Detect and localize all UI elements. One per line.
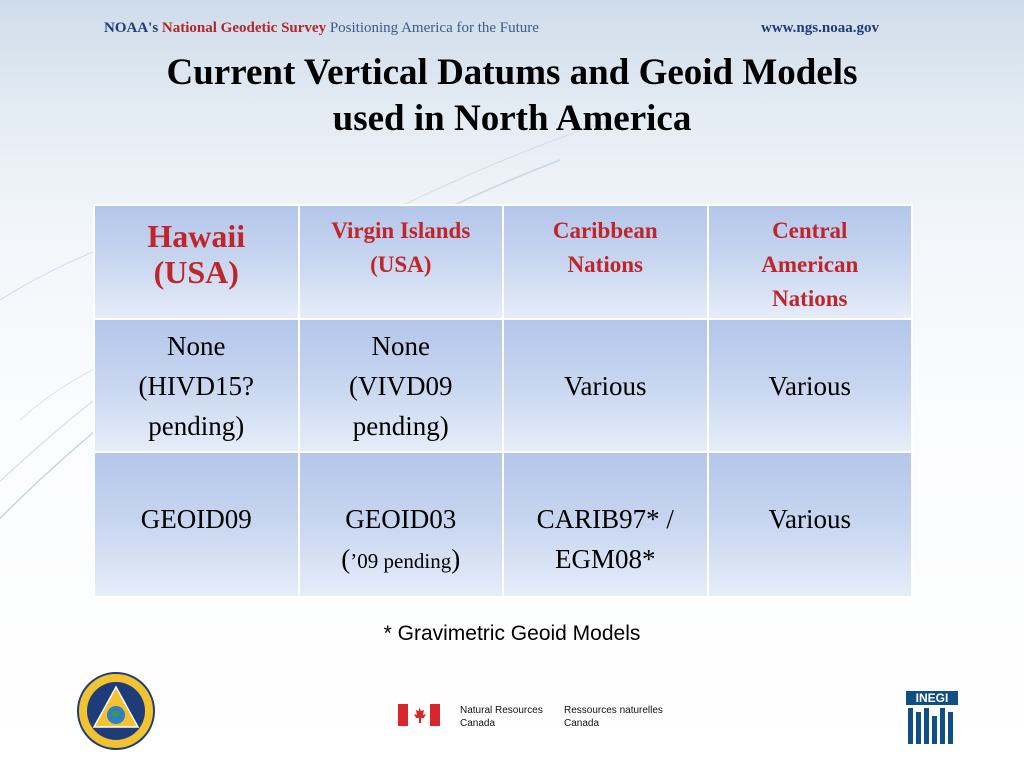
cell-vi-geoid-text — [306, 453, 497, 581]
cell-text-line: None — [167, 331, 226, 361]
table-header-row — [94, 205, 912, 319]
cell-hawaii-datum — [94, 319, 299, 452]
cell-vi-geoid — [299, 452, 504, 597]
header-caribbean — [510, 206, 701, 282]
cell-text-line: (HIVD15? — [138, 371, 254, 401]
canada-flag-icon — [398, 704, 440, 726]
cell-hawaii-datum-text — [101, 320, 292, 446]
cell-text-line: EGM08* — [555, 544, 656, 574]
table-row-geoids — [94, 452, 912, 597]
cell-vi-datum-text — [306, 320, 497, 446]
header-cell-hawaii — [94, 205, 299, 319]
cell-text-paren: ) — [451, 544, 461, 574]
header-hawaii-line2: (USA) — [153, 254, 239, 290]
cell-text-line: pending) — [148, 411, 245, 441]
header-ca-line3: Nations — [772, 286, 848, 311]
ngs-seal-logo — [76, 671, 156, 751]
cell-central-america-geoid — [708, 452, 913, 597]
inegi-logo — [905, 690, 959, 746]
cell-text-paren: ( — [341, 544, 351, 574]
cell-vi-datum — [299, 319, 504, 452]
header-central-america — [715, 206, 906, 316]
nrc-en-line1: Natural Resources — [460, 705, 543, 716]
cell-text-line: pending) — [352, 411, 449, 441]
header-virgin-islands — [306, 206, 497, 282]
cell-text-line: GEOID03 — [345, 504, 457, 534]
cell-caribbean-geoid-text — [510, 453, 701, 579]
nrc-logo — [398, 702, 678, 734]
header-hawaii-line1: Hawaii — [147, 218, 246, 254]
cell-caribbean-geoid — [503, 452, 708, 597]
title-line-1: Current Vertical Datums and Geoid Models — [166, 52, 858, 93]
cell-hawaii-geoid-text: GEOID09 — [140, 504, 252, 534]
title-line-2: used in North America — [332, 98, 692, 139]
header-bar — [0, 14, 1024, 42]
header-cell-central-america — [708, 205, 913, 319]
cell-text-line: (VIVD09 — [349, 371, 453, 401]
svg-text:INEGI: INEGI — [915, 691, 949, 705]
header-tagline: Positioning America for the Future — [329, 20, 539, 36]
cell-text-line: CARIB97* / — [536, 504, 674, 534]
header-org: NOAA's — [104, 20, 159, 36]
header-vi-line1: Virgin Islands — [331, 218, 471, 243]
header-url[interactable]: www.ngs.noaa.gov — [761, 20, 879, 36]
cell-central-america-datum — [708, 319, 913, 452]
header-org-line — [104, 20, 539, 37]
cell-text-small: ’09 pending — [350, 549, 452, 573]
header-caribbean-line2: Nations — [567, 252, 643, 277]
header-ca-line1: Central — [772, 218, 848, 243]
cell-hawaii-geoid — [94, 452, 299, 597]
header-agency: National Geodetic Survey — [161, 20, 327, 36]
nrc-english-text — [460, 704, 543, 730]
cell-central-america-datum-text: Various — [768, 371, 851, 401]
header-vi-line2: (USA) — [370, 252, 432, 277]
cell-text-line: None — [371, 331, 430, 361]
datum-table — [93, 204, 913, 598]
cell-caribbean-datum — [503, 319, 708, 452]
nrc-fr-line2: Canada — [564, 718, 600, 729]
table-row-datums — [94, 319, 912, 452]
header-cell-caribbean — [503, 205, 708, 319]
nrc-french-text — [564, 704, 663, 730]
page-title — [0, 50, 1024, 142]
nrc-fr-line1: Ressources naturelles — [564, 705, 663, 716]
cell-caribbean-datum-text: Various — [564, 371, 647, 401]
header-cell-virgin-islands — [299, 205, 504, 319]
header-caribbean-line1: Caribbean — [552, 218, 658, 243]
header-hawaii — [101, 206, 292, 290]
cell-central-america-geoid-text: Various — [768, 504, 851, 534]
nrc-en-line2: Canada — [460, 718, 496, 729]
header-ca-line2: American — [761, 252, 859, 277]
footnote: * Gravimetric Geoid Models — [383, 622, 641, 645]
